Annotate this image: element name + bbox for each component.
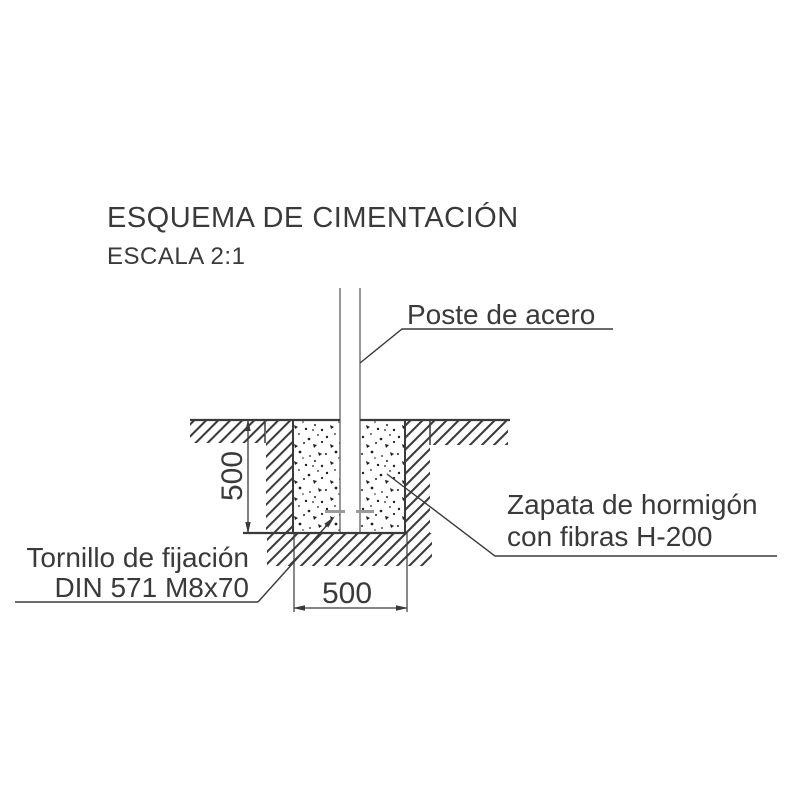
screw-marker-right	[356, 510, 374, 513]
footing-label-line1: Zapata de hormigón	[507, 489, 758, 520]
ground-hatch-left-wall	[266, 421, 293, 533]
page-title: ESQUEMA DE CIMENTACIÓN	[107, 202, 519, 234]
screw-label-line2: DIN 571 M8x70	[54, 572, 249, 603]
concrete-footing-left	[293, 421, 340, 533]
scale-note: ESCALA 2:1	[107, 243, 246, 270]
ground-hatch-right-band	[430, 421, 508, 445]
footing-label-line2: con fibras H-200	[507, 521, 713, 552]
screw-label-line1: Tornillo de fijación	[26, 542, 249, 573]
screw-marker-left	[325, 510, 345, 513]
concrete-footing-right	[360, 421, 405, 533]
ground-hatch-right-wall	[405, 421, 430, 533]
dim-width-arrow-right	[396, 605, 408, 610]
post-leader-line	[360, 329, 613, 363]
dim-depth-label: 500	[215, 450, 249, 502]
ground-hatch-left-band	[190, 421, 265, 443]
dim-width-label: 500	[321, 577, 373, 610]
dim-width-arrow-left	[293, 605, 305, 610]
post-label: Poste de acero	[407, 299, 596, 330]
